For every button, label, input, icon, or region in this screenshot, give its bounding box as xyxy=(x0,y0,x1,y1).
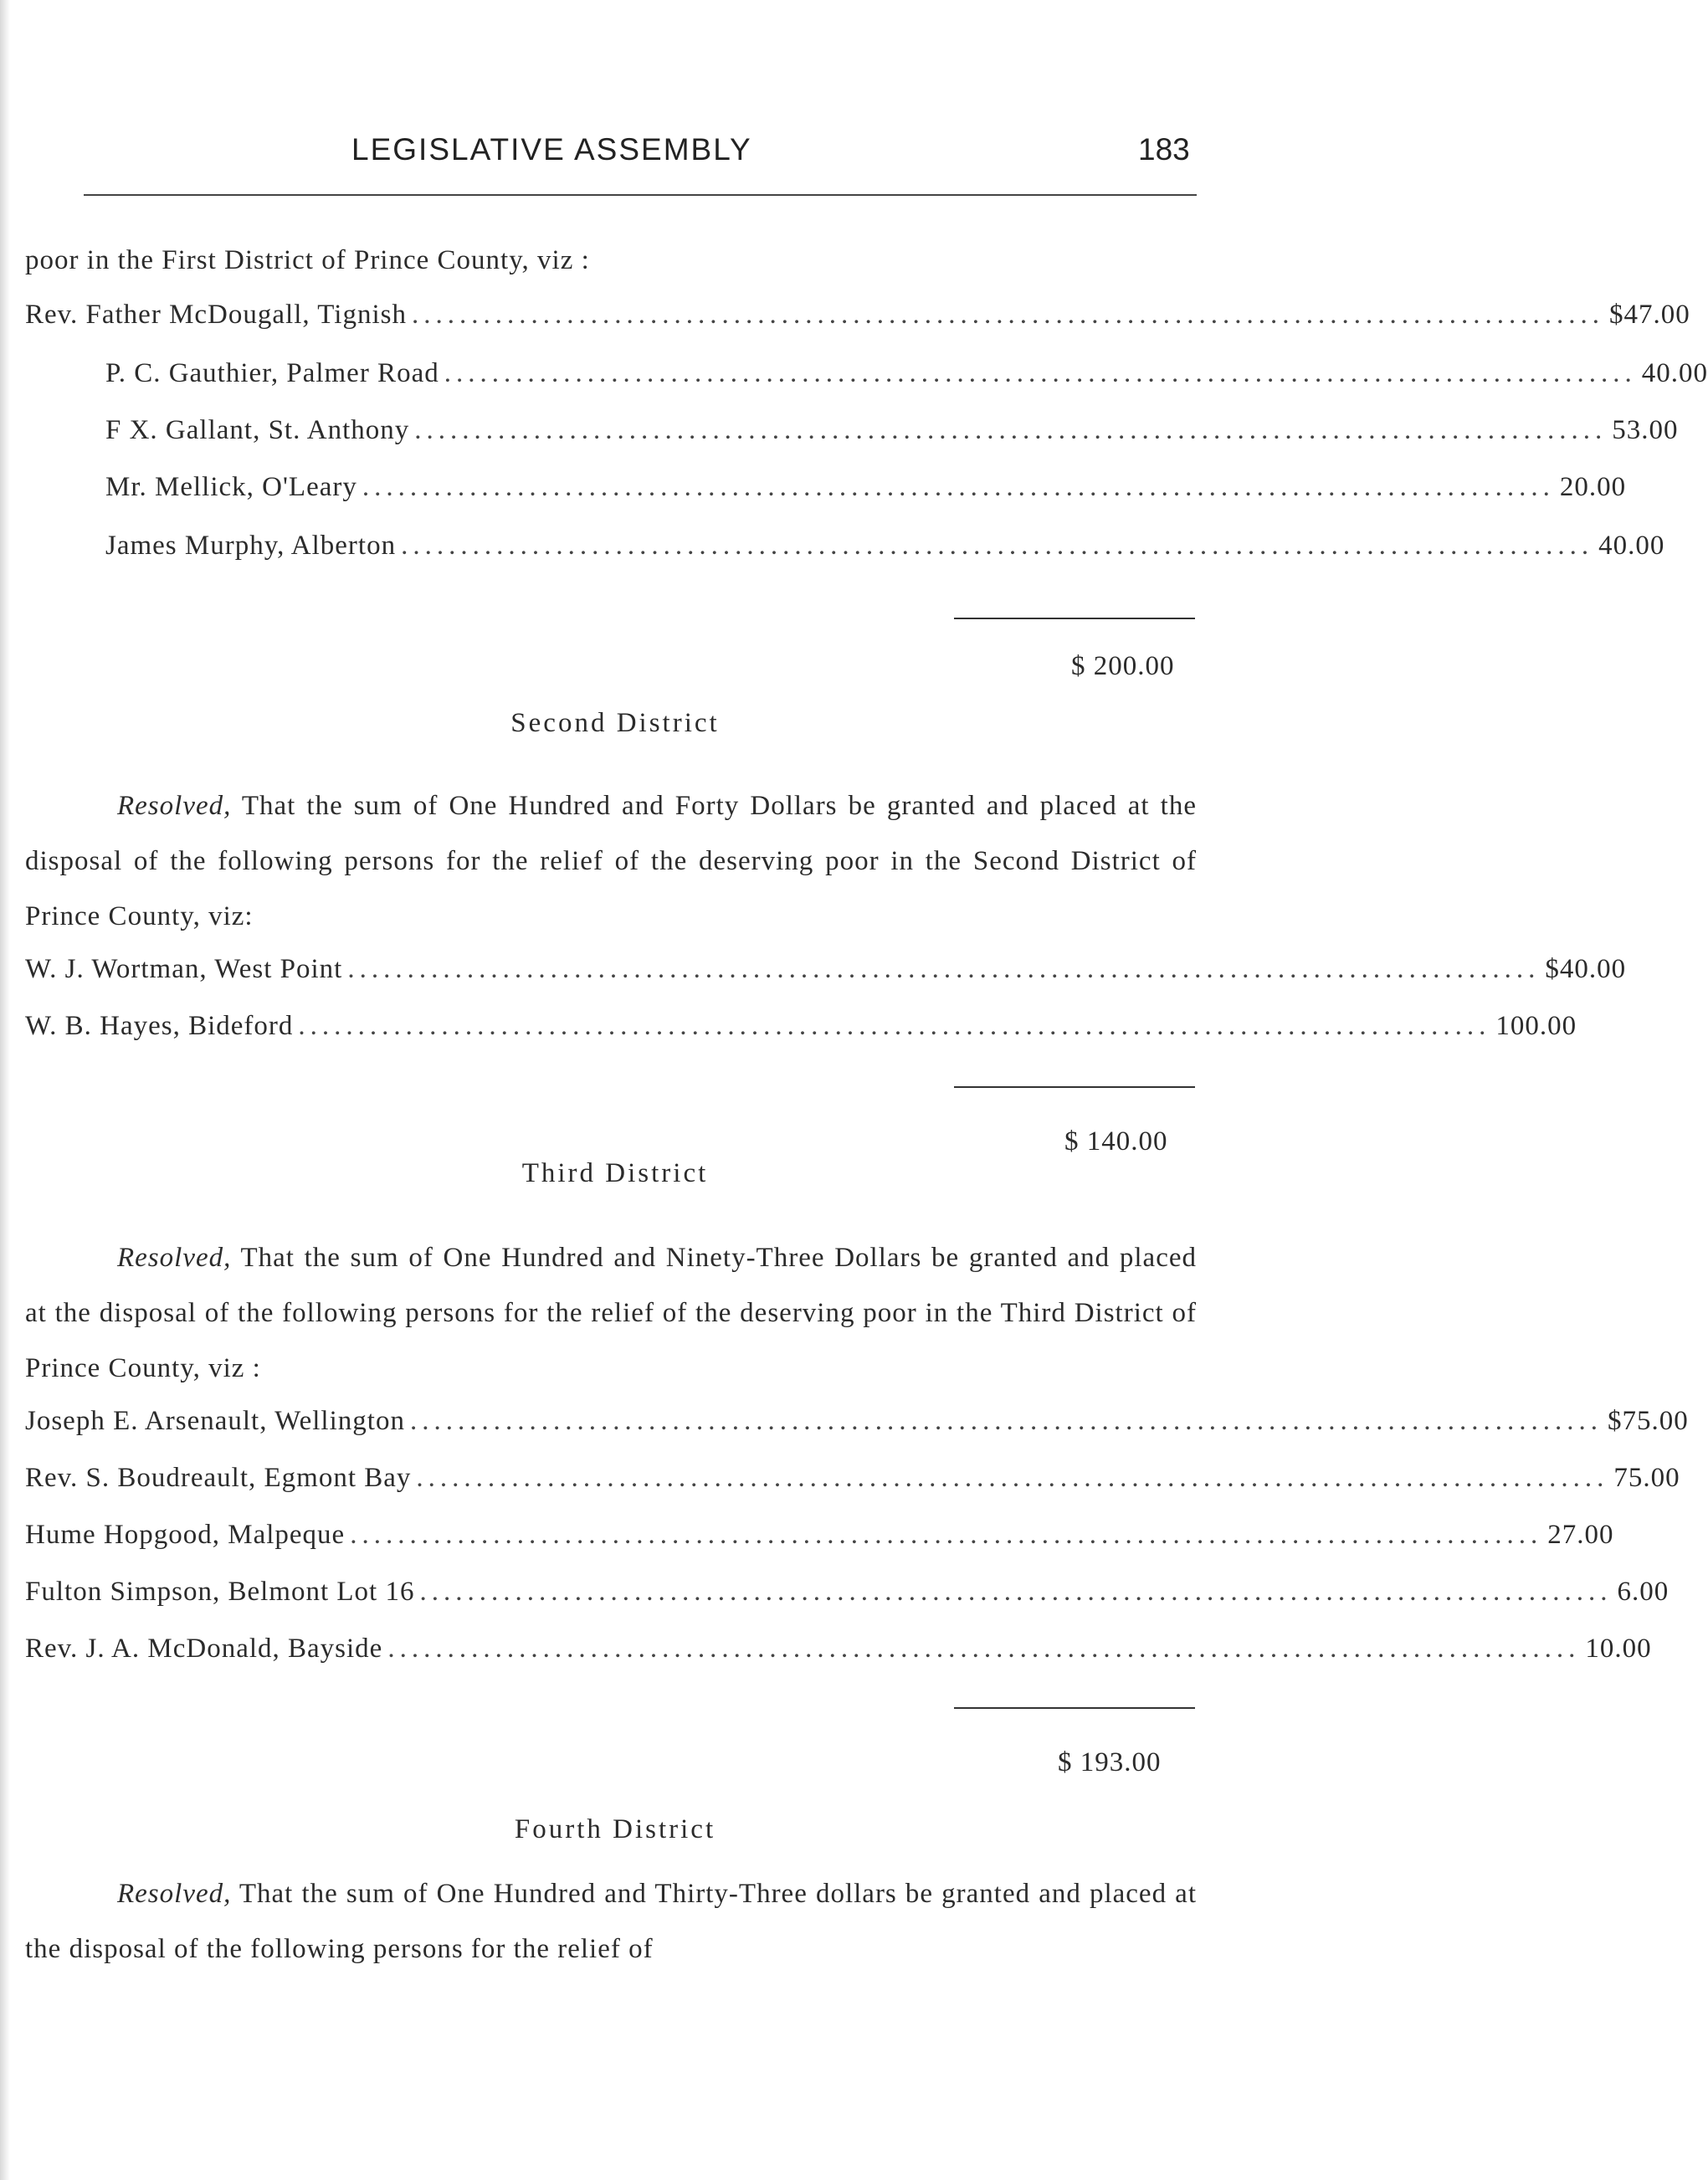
entry-amount: $47.00 xyxy=(1608,300,1690,330)
entry-amount: 53.00 xyxy=(1612,415,1679,445)
dot-leader: .................................................................................................... xyxy=(350,1520,1543,1550)
resolution-text: That the sum of One Hundred and Forty Dollars be granted and placed at the disposal of the following persons for the relief of the deserving poor in the Second District of Prince County, viz: xyxy=(25,791,1197,931)
dot-leader: .................................................................................................... xyxy=(409,1406,1603,1436)
list-item xyxy=(25,1406,1689,1443)
entry-amount: 10.00 xyxy=(1585,1634,1652,1664)
header-rule xyxy=(84,194,1197,196)
district-total: $ 140.00 xyxy=(1064,1126,1168,1157)
district-total: $ 193.00 xyxy=(1058,1747,1162,1777)
entry-name: Rev. J. A. McDonald, Bayside xyxy=(25,1634,383,1664)
resolution-paragraph xyxy=(25,1866,1197,1977)
entry-name: W. B. Hayes, Bideford xyxy=(25,1011,294,1041)
resolution-text: That the sum of One Hundred and Thirty-Three dollars be granted and placed at the disposal of the following persons for the relief of xyxy=(25,1879,1197,1964)
entry-name: F X. Gallant, St. Anthony xyxy=(105,415,410,445)
list-item xyxy=(105,472,1627,509)
entry-name: Hume Hopgood, Malpeque xyxy=(25,1520,346,1550)
section-heading: Fourth District xyxy=(514,1814,716,1844)
list-item xyxy=(105,415,1679,452)
first-district-intro: poor in the First District of Prince County, viz : xyxy=(25,245,590,275)
page-edge-shadow xyxy=(0,0,10,2180)
list-item xyxy=(25,1463,1680,1500)
entry-amount: $75.00 xyxy=(1607,1406,1689,1436)
resolution-text: That the sum of One Hundred and Ninety-Three Dollars be granted and placed at the disposal of the following persons for the relief of the deserving poor in the Third District of Prince County, viz : xyxy=(25,1243,1197,1383)
entry-name: Mr. Mellick, O'Leary xyxy=(105,472,357,502)
list-item xyxy=(25,1011,1577,1048)
district-total: $ 200.00 xyxy=(1071,651,1175,681)
dot-leader: .................................................................................................... xyxy=(411,300,1604,330)
entry-name: W. J. Wortman, West Point xyxy=(25,954,343,984)
entry-name: Joseph E. Arsenault, Wellington xyxy=(25,1406,405,1436)
dot-leader: .................................................................................................... xyxy=(401,531,1594,561)
list-item xyxy=(25,300,1690,336)
entry-amount: 75.00 xyxy=(1613,1463,1680,1493)
entry-name: James Murphy, Alberton xyxy=(105,531,397,561)
dot-leader: .................................................................................................... xyxy=(414,415,1608,445)
total-rule xyxy=(954,1086,1195,1088)
resolved-label: Resolved, xyxy=(117,1879,232,1909)
entry-name: P. C. Gauthier, Palmer Road xyxy=(105,358,439,388)
total-rule xyxy=(954,618,1195,619)
list-item xyxy=(25,954,1627,991)
total-rule xyxy=(954,1707,1195,1709)
entry-amount: 100.00 xyxy=(1495,1011,1577,1041)
entry-name: Fulton Simpson, Belmont Lot 16 xyxy=(25,1577,415,1607)
entry-amount: 20.00 xyxy=(1559,472,1627,502)
resolved-label: Resolved, xyxy=(117,791,232,821)
dot-leader: .................................................................................................... xyxy=(387,1634,1581,1664)
dot-leader: .................................................................................................... xyxy=(347,954,1541,984)
entry-amount: 27.00 xyxy=(1547,1520,1614,1550)
entry-amount: 6.00 xyxy=(1617,1577,1670,1607)
list-item xyxy=(105,358,1708,395)
entry-name: Rev. S. Boudreault, Egmont Bay xyxy=(25,1463,412,1493)
resolution-paragraph xyxy=(25,1230,1197,1396)
list-item xyxy=(105,531,1665,567)
entry-amount: 40.00 xyxy=(1641,358,1708,388)
running-header-title: LEGISLATIVE ASSEMBLY xyxy=(351,132,752,167)
section-heading: Second District xyxy=(510,708,720,738)
dot-leader: .................................................................................................... xyxy=(444,358,1637,388)
section-heading: Third District xyxy=(521,1158,709,1188)
page-number: 183 xyxy=(1138,132,1190,167)
dot-leader: .................................................................................................... xyxy=(419,1577,1613,1607)
list-item xyxy=(25,1577,1670,1613)
dot-leader: .................................................................................................... xyxy=(416,1463,1609,1493)
resolution-paragraph xyxy=(25,778,1197,944)
resolved-label: Resolved, xyxy=(117,1243,232,1273)
entry-amount: $40.00 xyxy=(1545,954,1627,984)
dot-leader: .................................................................................................... xyxy=(298,1011,1491,1041)
list-item xyxy=(25,1520,1614,1557)
list-item xyxy=(25,1634,1652,1670)
entry-amount: 40.00 xyxy=(1598,531,1665,561)
dot-leader: .................................................................................................... xyxy=(362,472,1555,502)
entry-name: Rev. Father McDougall, Tignish xyxy=(25,300,407,330)
